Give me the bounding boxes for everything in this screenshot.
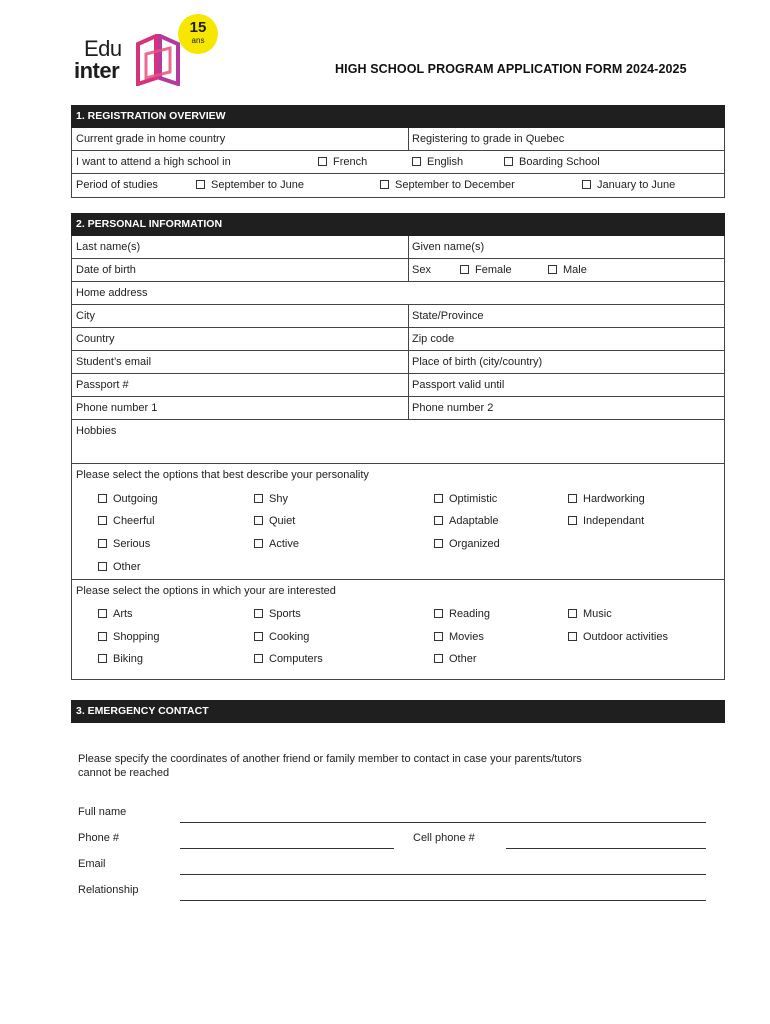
option-label: English [427,156,464,168]
checkbox-icon [254,632,263,641]
city-field[interactable]: City [76,310,95,322]
option-label: Adaptable [449,515,499,527]
checkbox-icon [412,157,421,166]
passport-field[interactable]: Passport # [76,379,129,391]
logo-book-icon [134,34,182,86]
emergency-instructions-line1: Please specify the coordinates of another friend or family member to contact in case your parents/tutors [78,753,582,765]
attend-boarding-checkbox[interactable] [504,156,600,168]
option-label: Shopping [113,631,160,643]
personality-hardworking-checkbox[interactable] [568,493,645,505]
anniversary-badge [178,14,218,54]
last-name-field[interactable]: Last name(s) [76,241,141,253]
attend-french-checkbox[interactable] [318,156,367,168]
form-title: HIGH SCHOOL PROGRAM APPLICATION FORM 2024-2025 [335,62,687,76]
sex-label: Sex [412,264,431,276]
option-label: Sports [269,608,301,620]
attend-english-checkbox[interactable] [412,156,463,168]
registering-grade-field[interactable]: Registering to grade in Quebec [412,133,565,145]
zip-field[interactable]: Zip code [412,333,455,345]
dob-row [72,259,724,282]
relationship-input[interactable] [180,900,706,901]
interest-movies-checkbox[interactable] [434,631,484,643]
checkbox-icon [568,494,577,503]
interest-sports-checkbox[interactable] [254,608,301,620]
period-row [72,174,724,197]
option-label: Cooking [269,631,310,643]
full-name-label: Full name [78,806,127,818]
checkbox-icon [98,632,107,641]
option-label: Biking [113,653,143,665]
interests-row [72,580,724,679]
checkbox-icon [548,265,557,274]
interests-prompt: Please select the options in which your are interested [76,585,336,597]
option-label: Other [449,653,477,665]
option-label: Quiet [269,515,296,527]
option-label: September to December [395,179,515,191]
personality-active-checkbox[interactable] [254,538,299,550]
phone-input[interactable] [180,848,394,849]
checkbox-icon [318,157,327,166]
option-label: Cheerful [113,515,155,527]
interest-outdoor-checkbox[interactable] [568,631,668,643]
logo-text-edu: Edu [84,36,122,61]
option-label: Serious [113,538,151,550]
interest-arts-checkbox[interactable] [98,608,133,620]
checkbox-icon [434,516,443,525]
period-label: Period of studies [76,179,158,191]
option-label: Boarding School [519,156,600,168]
section2-heading: 2. PERSONAL INFORMATION [71,213,725,236]
option-label: Music [583,608,612,620]
checkbox-icon [98,516,107,525]
checkbox-icon [434,654,443,663]
checkbox-icon [568,609,577,618]
phone1-field[interactable]: Phone number 1 [76,402,158,414]
personality-organized-checkbox[interactable] [434,538,500,550]
phone-row [72,397,724,420]
state-field[interactable]: State/Province [412,310,484,322]
interest-music-checkbox[interactable] [568,608,612,620]
checkbox-icon [98,609,107,618]
checkbox-icon [582,180,591,189]
personality-row [72,464,724,580]
emergency-instructions-line2: cannot be reached [78,767,170,779]
checkbox-icon [504,157,513,166]
phone-label: Phone # [78,832,119,844]
personal-information-box [71,236,725,680]
checkbox-icon [434,494,443,503]
eduinter-logo [74,14,224,90]
relationship-label: Relationship [78,884,139,896]
full-name-input[interactable] [180,822,706,823]
checkbox-icon [98,494,107,503]
interest-other-checkbox[interactable] [434,653,477,665]
checkbox-icon [98,562,107,571]
checkbox-icon [568,516,577,525]
option-label: Active [269,538,299,550]
sex-female-checkbox[interactable] [460,264,512,276]
personality-adaptable-checkbox[interactable] [434,515,499,527]
home-address-field[interactable]: Home address [76,287,148,299]
hobbies-row [72,420,724,464]
personality-outgoing-checkbox[interactable] [98,493,158,505]
period-sep-dec-checkbox[interactable] [380,179,515,191]
personality-independant-checkbox[interactable] [568,515,644,527]
hobbies-field[interactable]: Hobbies [76,425,117,437]
option-label: Female [475,264,512,276]
personality-prompt: Please select the options that best describe your personality [76,469,369,481]
phone2-field[interactable]: Phone number 2 [412,402,494,414]
interest-cooking-checkbox[interactable] [254,631,309,643]
address-row [72,282,724,305]
checkbox-icon [254,494,263,503]
city-row [72,305,724,328]
dob-field[interactable]: Date of birth [76,264,136,276]
place-of-birth-field[interactable]: Place of birth (city/country) [412,356,543,368]
checkbox-icon [434,632,443,641]
interest-shopping-checkbox[interactable] [98,631,160,643]
checkbox-icon [460,265,469,274]
checkbox-icon [254,609,263,618]
cell-phone-label: Cell phone # [413,832,475,844]
option-label: Arts [113,608,133,620]
personality-optimistic-checkbox[interactable] [434,493,497,505]
registration-overview-box [71,128,725,198]
email-row [72,351,724,374]
sex-male-checkbox[interactable] [548,264,587,276]
attend-label: I want to attend a high school in [76,156,231,168]
checkbox-icon [254,539,263,548]
email-input[interactable] [180,874,706,875]
option-label: Reading [449,608,490,620]
interest-computers-checkbox[interactable] [254,653,323,665]
option-label: Outdoor activities [583,631,668,643]
personality-serious-checkbox[interactable] [98,538,150,550]
period-jan-june-checkbox[interactable] [582,179,675,191]
checkbox-icon [434,609,443,618]
checkbox-icon [434,539,443,548]
passport-row [72,374,724,397]
option-label: Optimistic [449,493,498,505]
option-label: French [333,156,368,168]
personality-cheerful-checkbox[interactable] [98,515,155,527]
checkbox-icon [196,180,205,189]
student-email-field[interactable]: Student’s email [76,356,152,368]
cell-phone-input[interactable] [506,848,706,849]
grade-row [72,128,724,151]
option-label: Other [113,561,141,573]
name-row [72,236,724,259]
checkbox-icon [380,180,389,189]
personality-shy-checkbox[interactable] [254,493,288,505]
personality-other-checkbox[interactable] [98,561,141,573]
checkbox-icon [98,654,107,663]
option-label: Organized [449,538,500,550]
interest-reading-checkbox[interactable] [434,608,490,620]
option-label: Shy [269,493,288,505]
option-label: Computers [269,653,323,665]
option-label: Male [563,264,587,276]
logo-text-inter: inter [74,58,120,83]
country-row [72,328,724,351]
option-label: Outgoing [113,493,158,505]
email-label: Email [78,858,106,870]
given-name-field[interactable]: Given name(s) [412,241,485,253]
badge-number: 15 [189,19,207,36]
checkbox-icon [254,516,263,525]
section1-heading: 1. REGISTRATION OVERVIEW [71,105,725,128]
current-grade-field[interactable]: Current grade in home country [76,133,226,145]
section3-heading: 3. EMERGENCY CONTACT [71,700,725,723]
option-label: September to June [211,179,304,191]
country-field[interactable]: Country [76,333,115,345]
checkbox-icon [254,654,263,663]
period-sep-june-checkbox[interactable] [196,179,304,191]
passport-valid-field[interactable]: Passport valid until [412,379,505,391]
interest-biking-checkbox[interactable] [98,653,143,665]
checkbox-icon [98,539,107,548]
option-label: Hardworking [583,493,645,505]
badge-sub: ans [191,36,205,45]
attend-row [72,151,724,174]
personality-quiet-checkbox[interactable] [254,515,295,527]
option-label: Independant [583,515,645,527]
option-label: Movies [449,631,484,643]
checkbox-icon [568,632,577,641]
option-label: January to June [597,179,676,191]
